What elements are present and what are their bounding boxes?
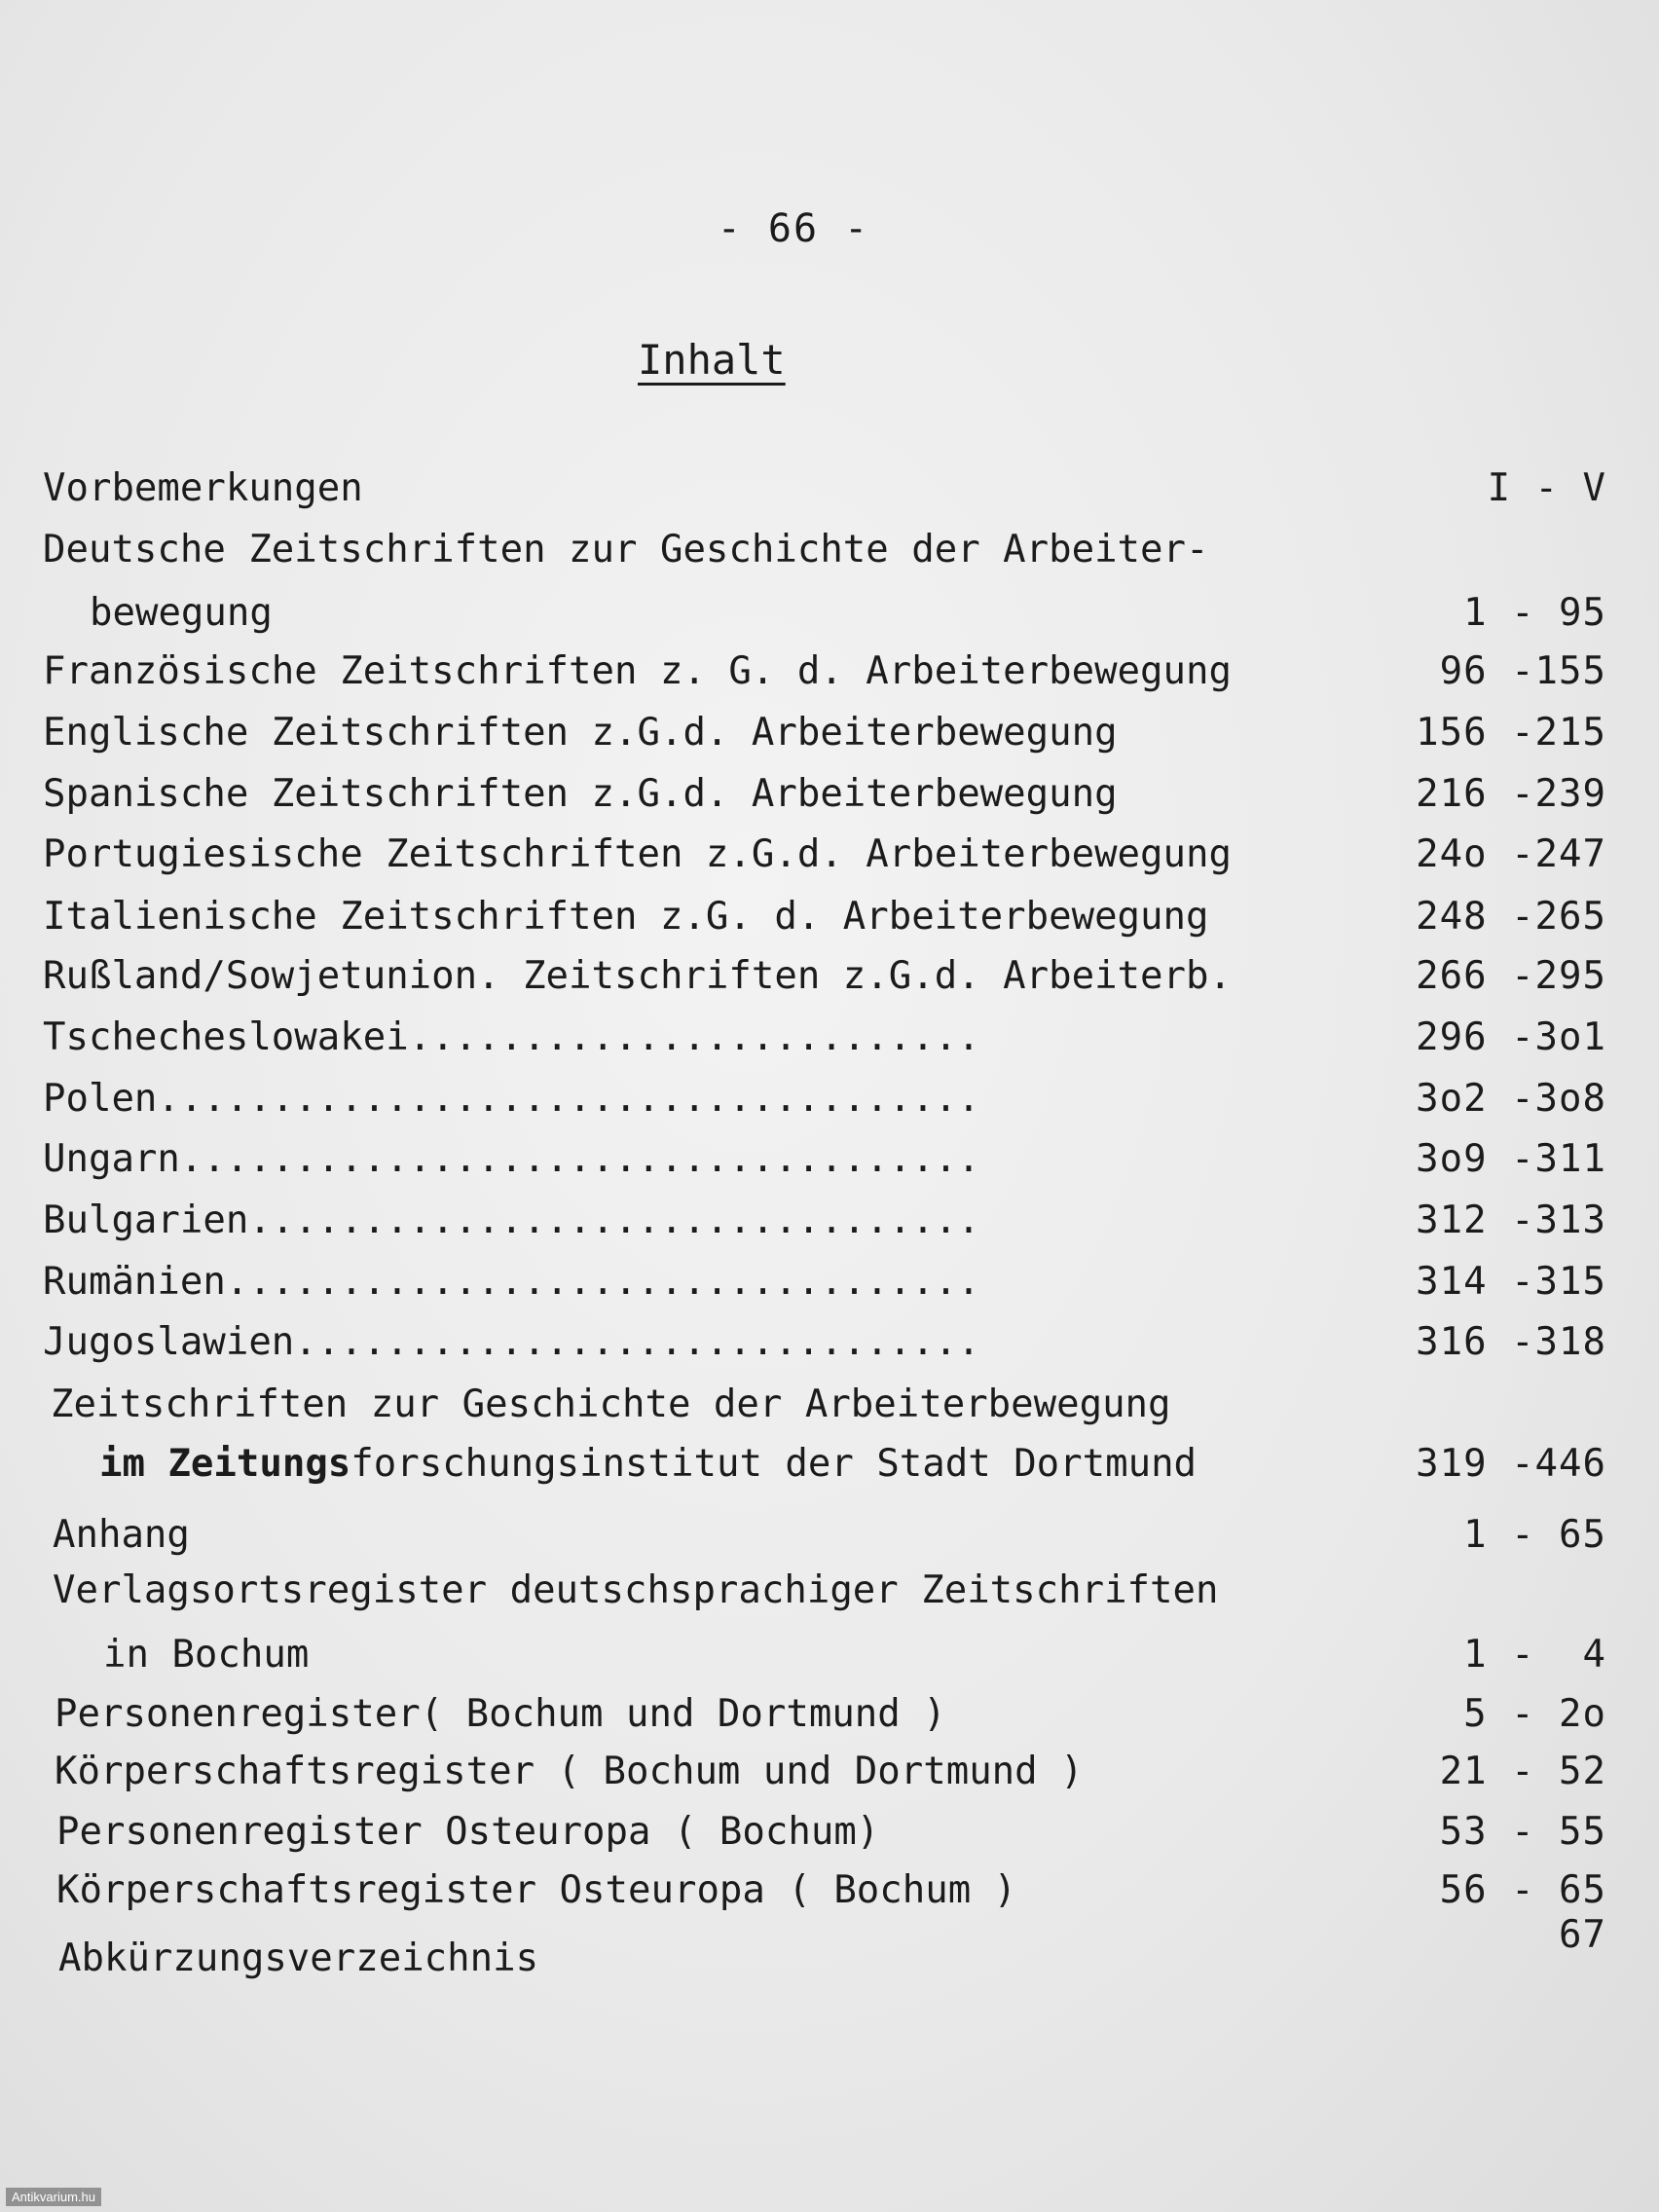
toc-entry-label: Jugoslawien..............................	[43, 1320, 980, 1364]
toc-entry-pages: 316 -318	[1416, 1320, 1606, 1364]
toc-entry-pages: 319 -446	[1416, 1442, 1606, 1486]
toc-entry-pages: 5 - 2o	[1463, 1692, 1606, 1736]
toc-entry-pages: 21 - 52	[1439, 1750, 1606, 1793]
toc-entry	[0, 1803, 1659, 1862]
toc-entry	[0, 1506, 1659, 1565]
toc-entry	[0, 1192, 1659, 1250]
toc-entry	[0, 1130, 1659, 1189]
toc-entry-pages: I - V	[1487, 466, 1606, 510]
toc-entry-pages: 1 - 95	[1463, 591, 1606, 635]
toc-entry-label: Personenregister Osteuropa ( Bochum)	[56, 1810, 880, 1854]
toc-entry-label: Verlagsortsregister deutschsprachiger Zeitschriften	[53, 1568, 1219, 1612]
toc-entry-pages: 24o -247	[1416, 832, 1606, 876]
toc-entry-pages: 312 -313	[1416, 1198, 1606, 1242]
toc-entry-label: Abkürzungsverzeichnis	[58, 1936, 539, 1980]
toc-entry-label: Körperschaftsregister Osteuropa ( Bochum )	[56, 1868, 1017, 1912]
toc-entry	[0, 1376, 1659, 1434]
toc-entry-pages: 1 - 65	[1463, 1513, 1606, 1557]
toc-entry-label: Ungarn...................................	[43, 1137, 980, 1181]
toc-entry-pages: 3o2 -3o8	[1416, 1077, 1606, 1121]
page-number: - 66 -	[717, 206, 870, 251]
toc-entry-label-bold: im Zeitungs	[99, 1442, 351, 1486]
toc-entry-label: Personenregister( Bochum und Dortmund )	[55, 1692, 946, 1736]
watermark: Antikvarium.hu	[6, 2188, 101, 2206]
toc-entry-label: Vorbemerkungen	[43, 466, 363, 510]
toc-entry-pages: 3o9 -311	[1416, 1137, 1606, 1181]
toc-entry-pages: 156 -215	[1416, 711, 1606, 755]
page-title: Inhalt	[638, 336, 786, 384]
toc-entry-pages: 56 - 65	[1439, 1868, 1606, 1912]
toc-entry-label	[99, 1435, 1197, 1493]
toc-entry-label-rest: forschungsinstitut der Stadt Dortmund	[350, 1442, 1198, 1486]
toc-entry	[0, 521, 1659, 579]
toc-entry	[0, 704, 1659, 762]
toc-entry-label: bewegung	[90, 591, 273, 635]
toc-entry-pages: 96 -155	[1439, 649, 1606, 693]
toc-entry-label: Englische Zeitschriften z.G.d. Arbeiterbewegung	[43, 711, 1118, 755]
toc-entry	[0, 1253, 1659, 1311]
toc-entry-label: Französische Zeitschriften z. G. d. Arbeiterbewegung	[43, 649, 1232, 693]
toc-entry-pages: 1 - 4	[1463, 1633, 1606, 1677]
toc-entry-label: Rußland/Sowjetunion. Zeitschriften z.G.d. Arbeiterb.	[43, 954, 1232, 998]
toc-entry	[0, 1743, 1659, 1801]
toc-entry-pages: 248 -265	[1416, 895, 1606, 939]
toc-entry-label: Körperschaftsregister ( Bochum und Dortmund )	[55, 1750, 1084, 1793]
toc-entry	[0, 1685, 1659, 1744]
toc-entry	[0, 888, 1659, 946]
toc-entry	[0, 1070, 1659, 1128]
toc-entry	[0, 643, 1659, 701]
toc-entry	[0, 1562, 1659, 1620]
toc-entry	[0, 765, 1659, 824]
toc-entry-label: Bulgarien................................	[43, 1198, 980, 1242]
toc-entry-pages: 67	[1559, 1913, 1606, 1957]
toc-entry-label: Rumänien.................................	[43, 1260, 980, 1304]
toc-entry-label: in Bochum	[103, 1633, 310, 1677]
toc-entry-label: Portugiesische Zeitschriften z.G.d. Arbeiterbewegung	[43, 832, 1232, 876]
toc-entry	[0, 947, 1659, 1006]
toc-entry	[0, 584, 1659, 643]
toc-entry-pages: 266 -295	[1416, 954, 1606, 998]
toc-entry	[0, 1435, 1659, 1493]
toc-entry-label: Spanische Zeitschriften z.G.d. Arbeiterbewegung	[43, 772, 1118, 816]
toc-entry	[0, 460, 1659, 518]
toc-entry-label: Deutsche Zeitschriften zur Geschichte der Arbeiter-	[43, 528, 1209, 571]
toc-entry	[0, 1009, 1659, 1067]
toc-entry-label: Zeitschriften zur Geschichte der Arbeiterbewegung	[51, 1382, 1171, 1426]
toc-entry	[0, 826, 1659, 884]
toc-entry-pages: 53 - 55	[1439, 1810, 1606, 1854]
toc-entry-label: Italienische Zeitschriften z.G. d. Arbeiterbewegung	[43, 895, 1209, 939]
toc-entry	[0, 1313, 1659, 1372]
toc-entry-pages: 296 -3o1	[1416, 1015, 1606, 1059]
toc-entry-label: Polen....................................	[43, 1077, 980, 1121]
toc-entry	[0, 1626, 1659, 1684]
toc-entry	[0, 1930, 1659, 1988]
toc-entry-label: Tschecheslowakei.........................	[43, 1015, 980, 1059]
toc-entry-label: Anhang	[53, 1513, 190, 1557]
toc-entry-pages: 216 -239	[1416, 772, 1606, 816]
toc-entry-pages: 314 -315	[1416, 1260, 1606, 1304]
